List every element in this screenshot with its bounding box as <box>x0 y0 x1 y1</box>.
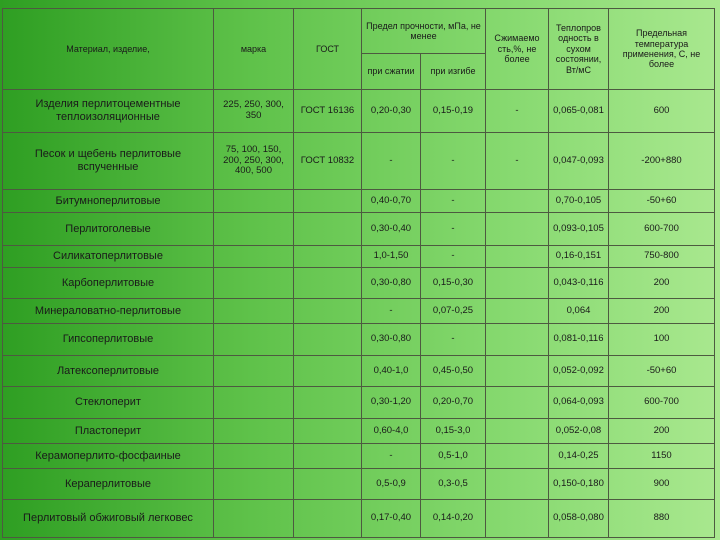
table-row <box>3 246 715 268</box>
cell-compressibility <box>486 419 549 444</box>
cell-compressibility <box>486 387 549 419</box>
cell-gost <box>294 356 362 387</box>
header-brand: марка <box>214 9 294 90</box>
cell-conductivity: 0,052-0,08 <box>549 419 609 444</box>
perlite-materials-table <box>2 8 715 538</box>
cell-bending: 0,15-0,30 <box>421 268 486 299</box>
cell-max-temp: -200+880 <box>609 133 715 190</box>
cell-material: Керaперлитовые <box>3 469 214 500</box>
cell-max-temp: 600-700 <box>609 213 715 246</box>
cell-material: Гипсоперлитовые <box>3 324 214 356</box>
cell-bending: - <box>421 213 486 246</box>
cell-conductivity: 0,150-0,180 <box>549 469 609 500</box>
header-strength-group: Предел прочности, мПа, не менее <box>362 9 486 54</box>
cell-gost <box>294 299 362 324</box>
cell-bending: 0,15-3,0 <box>421 419 486 444</box>
header-conductivity: Теплопров одность в сухом состоянии, Вт/мС <box>549 9 609 90</box>
table-row <box>3 419 715 444</box>
cell-compressibility <box>486 324 549 356</box>
cell-compressibility <box>486 246 549 268</box>
cell-brand <box>214 268 294 299</box>
header-max-temp: Предельная температура применения, С, не более <box>609 9 715 90</box>
cell-compression: 0,40-1,0 <box>362 356 421 387</box>
cell-max-temp: -50+60 <box>609 190 715 213</box>
table-row <box>3 299 715 324</box>
cell-material: Минераловатно-перлитовые <box>3 299 214 324</box>
cell-material: Песок и щебень перлитовые вспученные <box>3 133 214 190</box>
table-row <box>3 444 715 469</box>
header-compressibility: Сжимаемо сть,%, не более <box>486 9 549 90</box>
cell-conductivity: 0,14-0,25 <box>549 444 609 469</box>
cell-material: Перлитовый обжиговый легковес <box>3 500 214 538</box>
cell-max-temp: 200 <box>609 299 715 324</box>
table-container <box>2 8 714 538</box>
cell-material: Стеклоперит <box>3 387 214 419</box>
cell-compression: - <box>362 444 421 469</box>
cell-max-temp: 200 <box>609 419 715 444</box>
cell-bending: 0,14-0,20 <box>421 500 486 538</box>
cell-gost <box>294 444 362 469</box>
cell-compression: 0,30-0,80 <box>362 268 421 299</box>
cell-max-temp: 200 <box>609 268 715 299</box>
cell-bending: - <box>421 324 486 356</box>
cell-conductivity: 0,043-0,116 <box>549 268 609 299</box>
cell-gost: ГОСТ 16136 <box>294 90 362 133</box>
cell-bending: 0,20-0,70 <box>421 387 486 419</box>
cell-gost <box>294 246 362 268</box>
cell-brand <box>214 500 294 538</box>
cell-compression: - <box>362 299 421 324</box>
table-row <box>3 268 715 299</box>
cell-brand <box>214 387 294 419</box>
cell-max-temp: -50+60 <box>609 356 715 387</box>
cell-compression: 0,30-0,80 <box>362 324 421 356</box>
cell-bending: - <box>421 246 486 268</box>
table-row <box>3 190 715 213</box>
cell-brand <box>214 324 294 356</box>
cell-max-temp: 750-800 <box>609 246 715 268</box>
header-bending: при изгибе <box>421 54 486 90</box>
cell-compressibility <box>486 268 549 299</box>
cell-conductivity: 0,064-0,093 <box>549 387 609 419</box>
cell-brand <box>214 444 294 469</box>
cell-brand <box>214 419 294 444</box>
cell-max-temp: 100 <box>609 324 715 356</box>
cell-conductivity: 0,70-0,105 <box>549 190 609 213</box>
cell-compression: 1,0-1,50 <box>362 246 421 268</box>
cell-compressibility <box>486 500 549 538</box>
cell-conductivity: 0,093-0,105 <box>549 213 609 246</box>
table-row <box>3 213 715 246</box>
cell-compression: 0,30-0,40 <box>362 213 421 246</box>
table-row <box>3 133 715 190</box>
cell-conductivity: 0,064 <box>549 299 609 324</box>
cell-compressibility: - <box>486 90 549 133</box>
cell-brand <box>214 190 294 213</box>
cell-gost: ГОСТ 10832 <box>294 133 362 190</box>
cell-brand <box>214 299 294 324</box>
cell-compressibility <box>486 299 549 324</box>
cell-compressibility <box>486 469 549 500</box>
cell-brand <box>214 246 294 268</box>
cell-gost <box>294 268 362 299</box>
cell-material: Керамоперлито-фосфаиные <box>3 444 214 469</box>
cell-compression: 0,5-0,9 <box>362 469 421 500</box>
cell-material: Перлитоголевые <box>3 213 214 246</box>
cell-material: Силикатоперлитовые <box>3 246 214 268</box>
cell-material: Пластоперит <box>3 419 214 444</box>
cell-conductivity: 0,058-0,080 <box>549 500 609 538</box>
cell-compressibility <box>486 356 549 387</box>
cell-conductivity: 0,047-0,093 <box>549 133 609 190</box>
cell-max-temp: 1150 <box>609 444 715 469</box>
table-body <box>3 90 715 538</box>
table-row <box>3 324 715 356</box>
table-row <box>3 500 715 538</box>
cell-max-temp: 900 <box>609 469 715 500</box>
cell-bending: 0,3-0,5 <box>421 469 486 500</box>
table-row <box>3 387 715 419</box>
cell-brand <box>214 356 294 387</box>
cell-bending: 0,45-0,50 <box>421 356 486 387</box>
cell-gost <box>294 213 362 246</box>
cell-brand: 225, 250, 300, 350 <box>214 90 294 133</box>
header-gost: ГОСТ <box>294 9 362 90</box>
cell-brand <box>214 469 294 500</box>
cell-compressibility: - <box>486 133 549 190</box>
cell-material: Латексоперлитовые <box>3 356 214 387</box>
cell-bending: 0,07-0,25 <box>421 299 486 324</box>
cell-gost <box>294 419 362 444</box>
cell-gost <box>294 324 362 356</box>
cell-bending: 0,15-0,19 <box>421 90 486 133</box>
cell-gost <box>294 190 362 213</box>
cell-compression: 0,17-0,40 <box>362 500 421 538</box>
cell-bending: 0,5-1,0 <box>421 444 486 469</box>
header-material: Материал, изделие, <box>3 9 214 90</box>
cell-brand: 75, 100, 150, 200, 250, 300, 400, 500 <box>214 133 294 190</box>
cell-max-temp: 600 <box>609 90 715 133</box>
cell-compressibility <box>486 190 549 213</box>
cell-gost <box>294 469 362 500</box>
cell-max-temp: 600-700 <box>609 387 715 419</box>
cell-compression: 0,30-1,20 <box>362 387 421 419</box>
header-compression: при сжатии <box>362 54 421 90</box>
table-row <box>3 90 715 133</box>
cell-bending: - <box>421 133 486 190</box>
cell-compression: 0,20-0,30 <box>362 90 421 133</box>
cell-conductivity: 0,081-0,116 <box>549 324 609 356</box>
cell-conductivity: 0,065-0,081 <box>549 90 609 133</box>
cell-brand <box>214 213 294 246</box>
cell-material: Изделия перлитоцементные теплоизоляционные <box>3 90 214 133</box>
cell-compressibility <box>486 213 549 246</box>
cell-compression: - <box>362 133 421 190</box>
cell-max-temp: 880 <box>609 500 715 538</box>
cell-gost <box>294 387 362 419</box>
cell-gost <box>294 500 362 538</box>
cell-compression: 0,60-4,0 <box>362 419 421 444</box>
cell-bending: - <box>421 190 486 213</box>
table-row <box>3 469 715 500</box>
table-row <box>3 356 715 387</box>
cell-conductivity: 0,16-0,151 <box>549 246 609 268</box>
cell-conductivity: 0,052-0,092 <box>549 356 609 387</box>
cell-compressibility <box>486 444 549 469</box>
cell-material: Карбоперлитовые <box>3 268 214 299</box>
cell-material: Битумноперлитовые <box>3 190 214 213</box>
cell-compression: 0,40-0,70 <box>362 190 421 213</box>
